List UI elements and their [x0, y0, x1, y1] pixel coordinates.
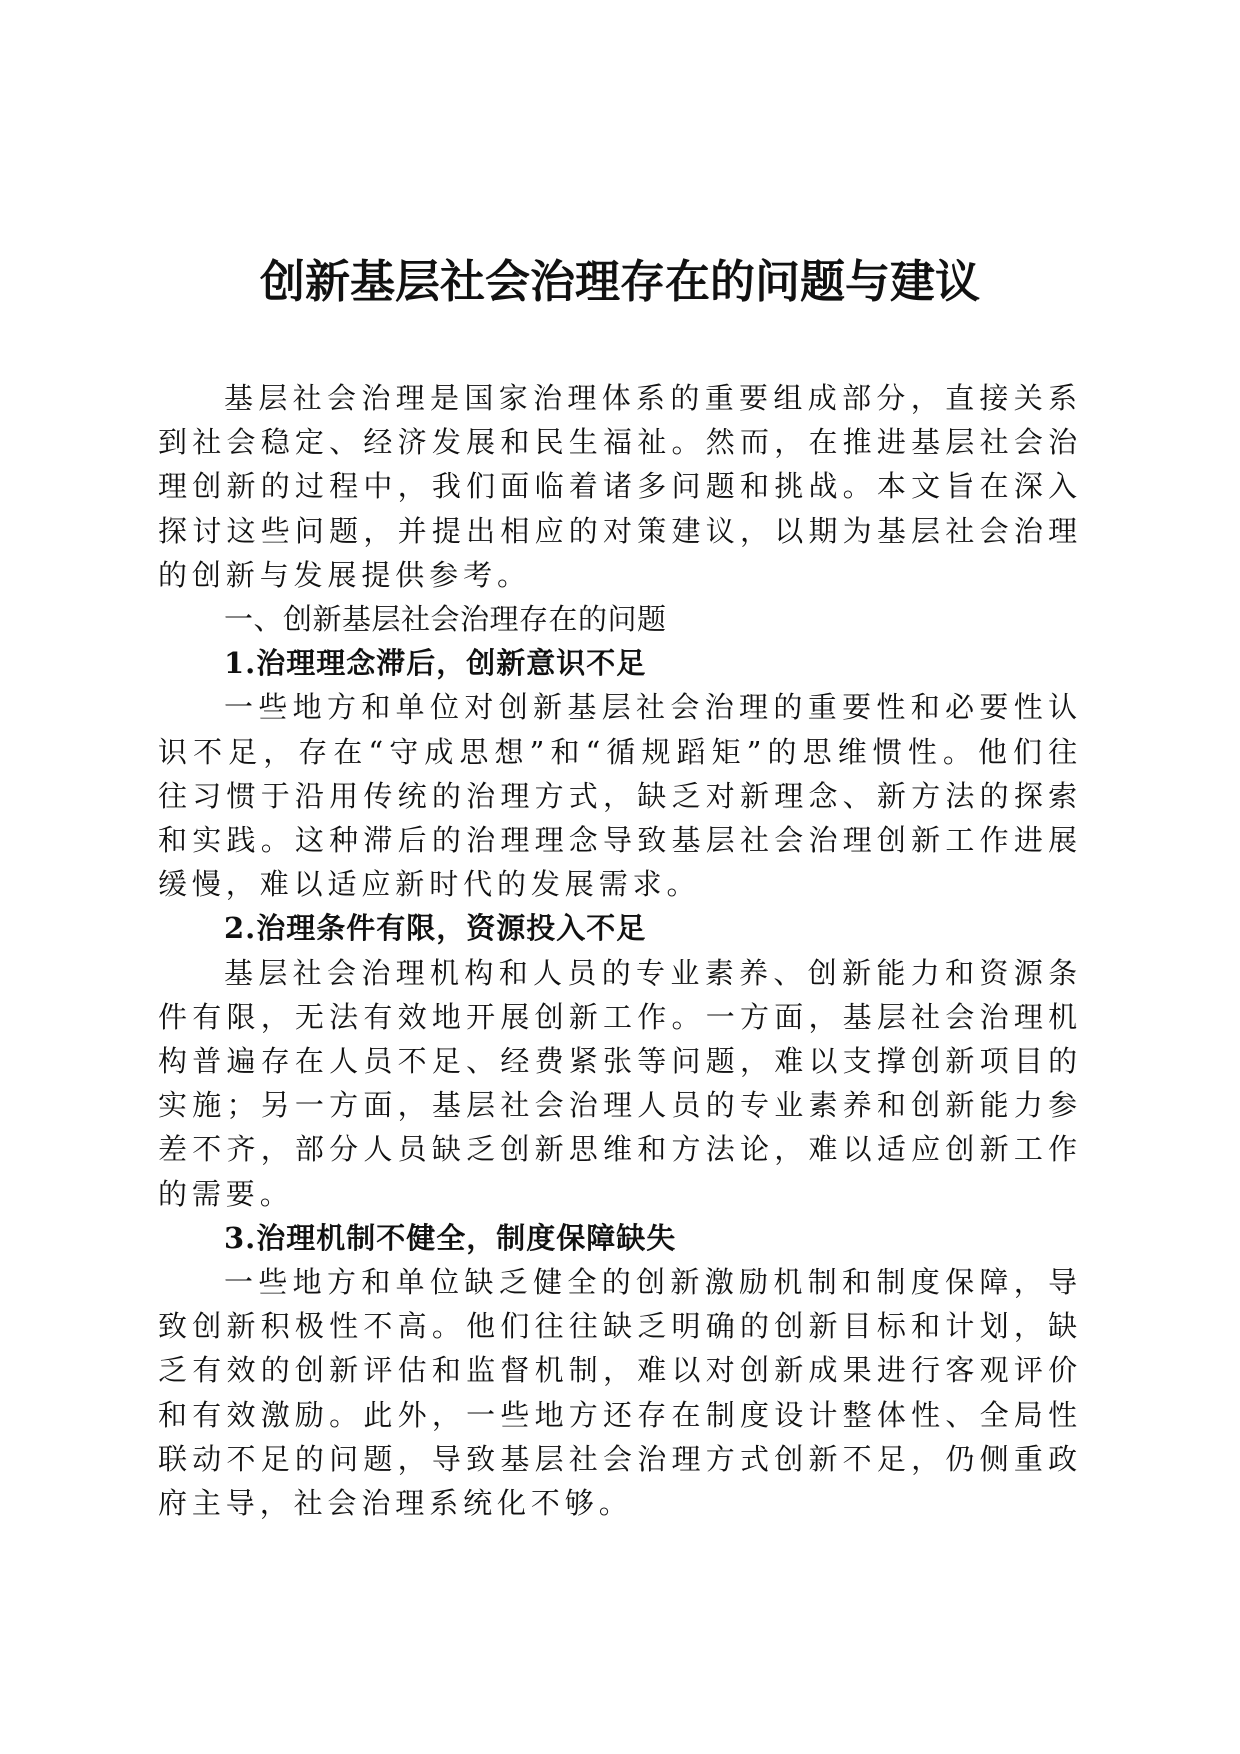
intro-paragraph: 基层社会治理是国家治理体系的重要组成部分，直接关系到社会稳定、经济发展和民生福祉。然而，在推进基层社会治理创新的过程中，我们面临着诸多问题和挑战。本文旨在深入探讨这些问题，并提出相应的对策建议，以期为基层社会治理的创新与发展提供参考。 [158, 381, 1082, 592]
subsection-heading-2: 2.治理条件有限，资源投入不足 [224, 911, 647, 946]
subsection-paragraph-1: 一些地方和单位对创新基层社会治理的重要性和必要性认识不足，存在“守成思想”和“循规蹈矩”的思维惯性。他们往往习惯于沿用传统的治理方式，缺乏对新理念、新方法的探索和实践。这种滞后的治理理念导致基层社会治理创新工作进展缓慢，难以适应新时代的发展需求。 [158, 690, 1082, 902]
section-heading-problems: 一、创新基层社会治理存在的问题 [224, 602, 667, 637]
subsection-paragraph-2: 基层社会治理机构和人员的专业素养、创新能力和资源条件有限，无法有效地开展创新工作。一方面，基层社会治理机构普遍存在人员不足、经费紧张等问题，难以支撑创新项目的实施；另一方面，基层社会治理人员的专业素养和创新能力参差不齐，部分人员缺乏创新思维和方法论，难以适应创新工作的需要。 [158, 955, 1082, 1211]
document-body [158, 376, 1082, 1525]
subsection-paragraph-3: 一些地方和单位缺乏健全的创新激励机制和制度保障，导致创新积极性不高。他们往往缺乏明确的创新目标和计划，缺乏有效的创新评估和监督机制，难以对创新成果进行客观评价和有效激励。此外，一些地方还存在制度设计整体性、全局性联动不足的问题，导致基层社会治理方式创新不足，仍侧重政府主导，社会治理系统化不够。 [158, 1265, 1082, 1521]
document-title: 创新基层社会治理存在的问题与建议 [259, 255, 980, 308]
subsection-heading-1: 1.治理理念滞后，创新意识不足 [224, 646, 647, 681]
subsection-heading-3: 3.治理机制不健全，制度保障缺失 [224, 1220, 677, 1255]
